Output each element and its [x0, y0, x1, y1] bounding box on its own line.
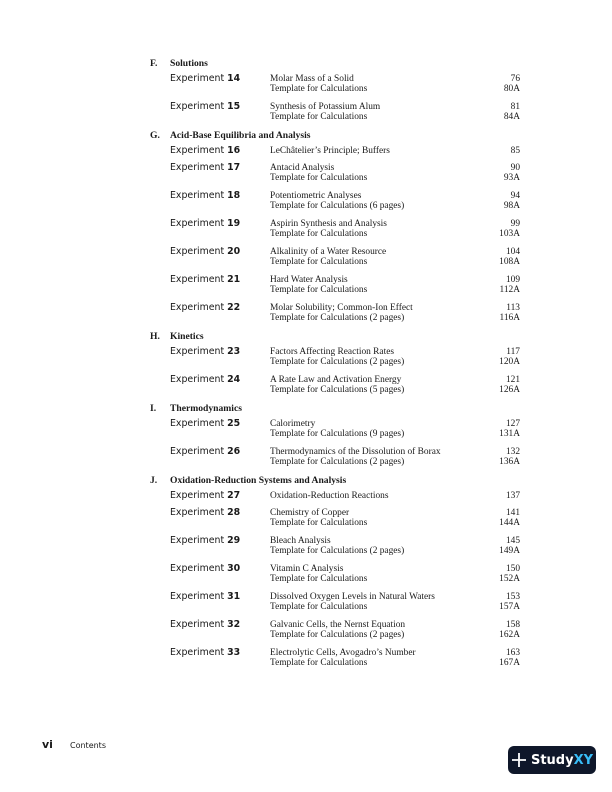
template-title: Template for Calculations (5 pages)	[270, 385, 405, 395]
section-heading	[150, 330, 520, 344]
template-page: 98A	[503, 201, 520, 211]
section-letter: J.	[150, 475, 158, 486]
template-row	[150, 285, 520, 296]
template-row	[150, 630, 520, 641]
experiment-row	[150, 162, 520, 173]
experiment-number: 30	[227, 563, 241, 574]
toc-entry[interactable]	[150, 274, 520, 296]
experiment-number: 27	[227, 490, 241, 501]
toc-entry[interactable]	[150, 101, 520, 123]
experiment-title: Synthesis of Potassium Alum	[270, 102, 381, 112]
experiment-page: 81	[510, 102, 520, 112]
experiment-page: 153	[505, 592, 520, 602]
badge-text: Study	[530, 752, 574, 768]
experiment-title: Electrolytic Cells, Avogadro’s Number	[270, 648, 416, 658]
page-footer	[42, 738, 106, 751]
experiment-page: 121	[505, 375, 520, 385]
experiment-page: 85	[510, 146, 520, 156]
experiment-label	[150, 101, 270, 112]
toc-entry[interactable]	[150, 218, 520, 240]
experiment-word: Experiment	[170, 535, 225, 546]
toc-entry[interactable]	[150, 302, 520, 324]
experiment-number: 21	[227, 274, 241, 285]
experiment-title: LeChâtelier’s Principle; Buffers	[270, 146, 390, 156]
experiment-label	[150, 145, 270, 156]
experiment-page: 94	[510, 191, 520, 201]
experiment-title: Chemistry of Copper	[270, 508, 350, 518]
template-row	[150, 602, 520, 613]
section-letter: G.	[150, 130, 160, 141]
template-page: 116A	[499, 313, 520, 323]
experiment-number: 31	[227, 591, 241, 602]
experiment-word: Experiment	[170, 162, 225, 173]
experiment-page: 137	[505, 491, 520, 501]
experiment-title: A Rate Law and Activation Energy	[270, 375, 402, 385]
experiment-row	[150, 101, 520, 112]
experiment-label	[150, 591, 270, 602]
template-page: 108A	[499, 257, 520, 267]
template-title: Template for Calculations	[270, 112, 368, 122]
experiment-title: Vitamin C Analysis	[270, 564, 344, 574]
experiment-number: 25	[227, 418, 241, 429]
experiment-word: Experiment	[170, 218, 225, 229]
section-title: Kinetics	[170, 331, 204, 342]
template-row	[150, 84, 520, 95]
template-row	[150, 357, 520, 368]
template-page: 152A	[499, 574, 520, 584]
experiment-page: 104	[505, 247, 520, 257]
toc-entry[interactable]	[150, 190, 520, 212]
experiment-word: Experiment	[170, 346, 225, 357]
template-row	[150, 385, 520, 396]
template-title: Template for Calculations	[270, 173, 368, 183]
section-letter: I.	[150, 403, 157, 414]
template-title: Template for Calculations (2 pages)	[270, 630, 405, 640]
template-page: 84A	[503, 112, 520, 122]
experiment-page: 117	[506, 347, 520, 357]
template-title: Template for Calculations (2 pages)	[270, 313, 405, 323]
experiment-word: Experiment	[170, 446, 225, 457]
template-row	[150, 658, 520, 669]
experiment-title: Molar Solubility; Common-Ion Effect	[270, 303, 413, 313]
template-row	[150, 257, 520, 268]
experiment-label	[150, 647, 270, 658]
experiment-label	[150, 73, 270, 84]
template-row	[150, 546, 520, 557]
experiment-label	[150, 418, 270, 429]
toc-entry[interactable]	[150, 535, 520, 557]
footer-page-number: vi	[42, 738, 53, 751]
experiment-word: Experiment	[170, 101, 225, 112]
experiment-title: Bleach Analysis	[270, 536, 331, 546]
toc-entry[interactable]	[150, 619, 520, 641]
template-title: Template for Calculations	[270, 658, 368, 668]
experiment-word: Experiment	[170, 246, 225, 257]
experiment-title: Calorimetry	[270, 419, 316, 429]
experiment-row	[150, 190, 520, 201]
toc-entry[interactable]	[150, 73, 520, 95]
toc-entry[interactable]	[150, 346, 520, 368]
section-heading	[150, 402, 520, 416]
experiment-title: Thermodynamics of the Dissolution of Borax	[270, 447, 441, 457]
toc-entry[interactable]	[150, 591, 520, 613]
template-row	[150, 429, 520, 440]
experiment-number: 26	[227, 446, 241, 457]
experiment-number: 29	[227, 535, 241, 546]
experiment-label	[150, 190, 270, 201]
template-row	[150, 173, 520, 184]
experiment-word: Experiment	[170, 563, 225, 574]
toc-entry[interactable]	[150, 647, 520, 669]
experiment-word: Experiment	[170, 374, 225, 385]
template-page: 144A	[499, 518, 520, 528]
toc-entry[interactable]	[150, 145, 520, 156]
experiment-label	[150, 274, 270, 285]
experiment-page: 158	[505, 620, 520, 630]
experiment-row	[150, 591, 520, 602]
toc-entry[interactable]	[150, 490, 520, 501]
experiment-word: Experiment	[170, 302, 225, 313]
experiment-row	[150, 246, 520, 257]
experiment-page: 145	[505, 536, 520, 546]
experiment-title: Molar Mass of a Solid	[270, 74, 354, 84]
template-title: Template for Calculations (2 pages)	[270, 546, 405, 556]
template-row	[150, 518, 520, 529]
experiment-label	[150, 563, 270, 574]
experiment-label	[150, 246, 270, 257]
template-page: 112A	[499, 285, 520, 295]
experiment-page: 90	[510, 163, 520, 173]
template-title: Template for Calculations	[270, 229, 368, 239]
experiment-row	[150, 274, 520, 285]
template-title: Template for Calculations (2 pages)	[270, 357, 405, 367]
experiment-number: 18	[227, 190, 241, 201]
template-title: Template for Calculations (9 pages)	[270, 429, 405, 439]
experiment-number: 22	[227, 302, 241, 313]
studyxy-badge[interactable]	[508, 746, 596, 774]
template-page: 149A	[499, 546, 520, 556]
experiment-page: 127	[505, 419, 520, 429]
experiment-label	[150, 302, 270, 313]
experiment-number: 19	[227, 218, 241, 229]
plus-icon	[511, 752, 527, 768]
template-title: Template for Calculations (2 pages)	[270, 457, 405, 467]
template-title: Template for Calculations	[270, 285, 368, 295]
toc-entry[interactable]	[150, 418, 520, 440]
experiment-title: Factors Affecting Reaction Rates	[270, 347, 395, 357]
section-letter: H.	[150, 331, 160, 342]
experiment-title: Hard Water Analysis	[270, 275, 348, 285]
template-row	[150, 574, 520, 585]
template-page: 93A	[503, 173, 520, 183]
experiment-title: Dissolved Oxygen Levels in Natural Waters	[270, 592, 435, 602]
experiment-row	[150, 145, 520, 156]
template-title: Template for Calculations	[270, 602, 368, 612]
template-title: Template for Calculations	[270, 518, 368, 528]
toc-entry[interactable]	[150, 246, 520, 268]
footer-label: Contents	[70, 741, 106, 750]
experiment-row	[150, 619, 520, 630]
experiment-number: 23	[227, 346, 241, 357]
template-row	[150, 313, 520, 324]
template-page: 126A	[499, 385, 520, 395]
experiment-number: 16	[227, 145, 241, 156]
template-row	[150, 112, 520, 123]
experiment-word: Experiment	[170, 73, 225, 84]
template-page: 120A	[499, 357, 520, 367]
section-heading	[150, 129, 520, 143]
experiment-label	[150, 490, 270, 501]
section-title: Solutions	[170, 58, 208, 69]
experiment-page: 132	[505, 447, 520, 457]
badge-label	[531, 753, 593, 768]
experiment-number: 15	[227, 101, 241, 112]
toc-entry[interactable]	[150, 446, 520, 468]
badge-accent-text: XY	[573, 752, 594, 768]
section-letter: F.	[150, 58, 158, 69]
experiment-row	[150, 535, 520, 546]
section-title: Acid-Base Equilibria and Analysis	[170, 130, 311, 141]
experiment-number: 20	[227, 246, 241, 257]
experiment-label	[150, 374, 270, 385]
experiment-page: 76	[510, 74, 520, 84]
experiment-word: Experiment	[170, 418, 225, 429]
toc-entry[interactable]	[150, 374, 520, 396]
experiment-word: Experiment	[170, 190, 225, 201]
experiment-title: Aspirin Synthesis and Analysis	[270, 219, 387, 229]
section-heading	[150, 474, 520, 488]
experiment-word: Experiment	[170, 619, 225, 630]
experiment-row	[150, 418, 520, 429]
experiment-word: Experiment	[170, 145, 225, 156]
experiment-number: 32	[227, 619, 241, 630]
template-page: 131A	[499, 429, 520, 439]
template-page: 103A	[499, 229, 520, 239]
experiment-word: Experiment	[170, 507, 225, 518]
experiment-row	[150, 302, 520, 313]
experiment-number: 33	[227, 647, 241, 658]
template-title: Template for Calculations	[270, 84, 368, 94]
experiment-number: 14	[227, 73, 241, 84]
experiment-number: 28	[227, 507, 241, 518]
template-title: Template for Calculations	[270, 574, 368, 584]
template-page: 80A	[503, 84, 520, 94]
table-of-contents	[150, 57, 520, 675]
template-row	[150, 229, 520, 240]
experiment-row	[150, 374, 520, 385]
experiment-row	[150, 218, 520, 229]
experiment-row	[150, 507, 520, 518]
experiment-title: Oxidation-Reduction Reactions	[270, 491, 389, 501]
template-row	[150, 201, 520, 212]
experiment-row	[150, 346, 520, 357]
experiment-label	[150, 619, 270, 630]
experiment-number: 24	[227, 374, 241, 385]
template-page: 136A	[499, 457, 520, 467]
experiment-label	[150, 446, 270, 457]
experiment-page: 99	[510, 219, 520, 229]
experiment-label	[150, 535, 270, 546]
experiment-label	[150, 162, 270, 173]
experiment-row	[150, 563, 520, 574]
experiment-page: 141	[505, 508, 520, 518]
section-heading	[150, 57, 520, 71]
experiment-word: Experiment	[170, 591, 225, 602]
experiment-word: Experiment	[170, 490, 225, 501]
experiment-page: 113	[506, 303, 520, 313]
template-page: 157A	[499, 602, 520, 612]
template-title: Template for Calculations (6 pages)	[270, 201, 405, 211]
experiment-word: Experiment	[170, 274, 225, 285]
experiment-page: 150	[505, 564, 520, 574]
experiment-title: Galvanic Cells, the Nernst Equation	[270, 620, 406, 630]
template-page: 162A	[499, 630, 520, 640]
section-title: Oxidation-Reduction Systems and Analysis	[170, 475, 347, 486]
experiment-title: Alkalinity of a Water Resource	[270, 247, 387, 257]
experiment-row	[150, 647, 520, 658]
template-row	[150, 457, 520, 468]
experiment-label	[150, 218, 270, 229]
template-page: 167A	[499, 658, 520, 668]
toc-entry[interactable]	[150, 563, 520, 585]
experiment-page: 163	[505, 648, 520, 658]
experiment-page: 109	[505, 275, 520, 285]
toc-entry[interactable]	[150, 162, 520, 184]
experiment-row	[150, 446, 520, 457]
experiment-row	[150, 73, 520, 84]
experiment-label	[150, 346, 270, 357]
template-title: Template for Calculations	[270, 257, 368, 267]
experiment-label	[150, 507, 270, 518]
experiment-row	[150, 490, 520, 501]
experiment-title: Potentiometric Analyses	[270, 191, 362, 201]
experiment-word: Experiment	[170, 647, 225, 658]
experiment-title: Antacid Analysis	[270, 163, 335, 173]
section-title: Thermodynamics	[170, 403, 242, 414]
experiment-number: 17	[227, 162, 241, 173]
toc-entry[interactable]	[150, 507, 520, 529]
